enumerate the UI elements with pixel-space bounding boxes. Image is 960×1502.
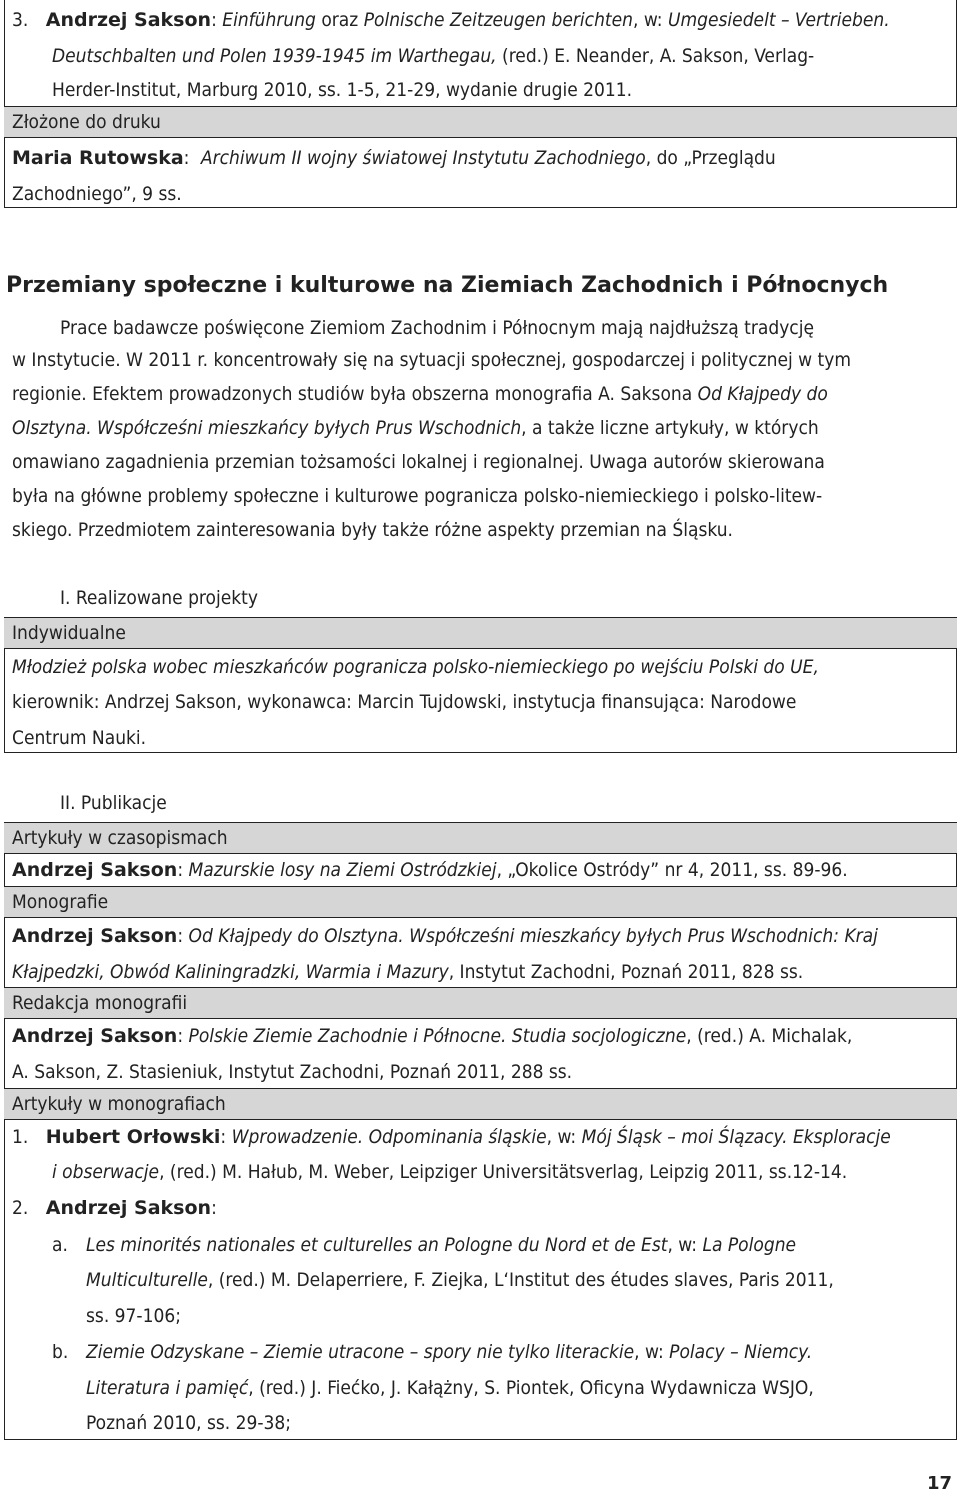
item2b-label: b. <box>52 1341 69 1363</box>
band-articles: Artykuły w czasopismach <box>4 822 957 854</box>
item2b-line1: Ziemie Odzyskane – Ziemie utracone – spory nie tylko literackie, w: Polacy – Niemcy. <box>86 1341 813 1363</box>
item2-line: 2. Andrzej Sakson: <box>12 1197 217 1219</box>
para-line2: w Instytucie. W 2011 r. koncentrowały się na sytuacji społecznej, gospodarczej i politycznej w tym <box>12 349 852 371</box>
project-line2: kierownik: Andrzej Sakson, wykonawca: Marcin Tujdowski, instytucja finansująca: Narodowe <box>12 691 797 713</box>
para-line1: Prace badawcze poświęcone Ziemiom Zachodnim i Północnym mają najdłuższą tradycję <box>60 317 814 339</box>
page-number: 17 <box>926 1473 952 1494</box>
item2b-line3: Poznań 2010, ss. 29-38; <box>86 1412 292 1434</box>
item1-line2: i obserwacje, (red.) M. Hałub, M. Weber, Leipziger Universitätsverlag, Leipzig 2011, ss.12-14. <box>52 1161 848 1183</box>
band-artmono: Artykuły w monografiach <box>4 1088 957 1120</box>
rutowska-line2: Zachodniego”, 9 ss. <box>12 183 182 205</box>
para-line6: była na główne problemy społeczne i kulturowe pogranicza polsko-niemieckiego i polsko-litew- <box>12 485 823 507</box>
band-indywidualne: Indywidualne <box>4 617 957 649</box>
projects-title: I. Realizowane projekty <box>60 587 258 609</box>
article-entry: Andrzej Sakson: Mazurskie losy na Ziemi Ostródzkiej, „Okolice Ostródy” nr 4, 2011, ss. 89-96. <box>12 859 848 881</box>
red-line1: Andrzej Sakson: Polskie Ziemie Zachodnie i Północne. Studia socjologiczne, (red.) A. Michalak, <box>12 1025 853 1047</box>
item2b-line2: Literatura i pamięć, (red.) J. Fiećko, J. Kałążny, S. Piontek, Oficyna Wydawnicza WSJO, <box>86 1377 814 1399</box>
pubs-title: II. Publikacje <box>60 792 167 814</box>
para-line7: skiego. Przedmiotem zainteresowania były także różne aspekty przemian na Śląsku. <box>12 519 733 541</box>
item3-line1: 3. Andrzej Sakson: Einführung oraz Polnische Zeitzeugen berichten, w: Umgesiedelt – Vertrieben. <box>12 9 890 31</box>
item2a-line3: ss. 97-106; <box>86 1305 181 1327</box>
para-line3: regionie. Efektem prowadzonych studiów była obszerna monografia A. Saksona Od Kłajpedy do <box>12 383 828 405</box>
rutowska-line1: Maria Rutowska: Archiwum II wojny światowej Instytutu Zachodniego, do „Przeglądu <box>12 147 776 169</box>
band-mono: Monografie <box>4 886 957 918</box>
item3-line2: Deutschbalten und Polen 1939-1945 im Warthegau, (red.) E. Neander, A. Sakson, Verlag- <box>52 45 815 67</box>
item3-line3: Herder-Institut, Marburg 2010, ss. 1-5, 21-29, wydanie drugie 2011. <box>52 79 633 101</box>
red-line2: A. Sakson, Z. Stasieniuk, Instytut Zachodni, Poznań 2011, 288 ss. <box>12 1061 573 1083</box>
section-heading: Przemiany społeczne i kulturowe na Ziemiach Zachodnich i Północnych <box>6 273 889 298</box>
para-line4: Olsztyna. Współcześni mieszkańcy byłych Prus Wschodnich, a także liczne artykuły, w których <box>12 417 819 439</box>
para-line5: omawiano zagadnienia przemian tożsamości lokalnej i regionalnej. Uwaga autorów skierowana <box>12 451 825 473</box>
band-zlozone <box>4 106 957 138</box>
item2a-line1: Les minorités nationales et culturelles an Pologne du Nord et de Est, w: La Pologne <box>86 1234 797 1256</box>
author-name: Andrzej Sakson <box>45 9 212 31</box>
item2a-line2: Multiculturelle, (red.) M. Delaperriere, F. Ziejka, L‘Institut des études slaves, Paris 2011, <box>86 1269 834 1291</box>
project-line1: Młodzież polska wobec mieszkańców pogranicza polsko-niemieckiego po wejściu Polski do UE, <box>12 656 819 678</box>
item1-line1: 1. Hubert Orłowski: Wprowadzenie. Odpominania śląskie, w: Mój Śląsk – moi Ślązacy. Eksploracje <box>12 1126 891 1148</box>
item2a-label: a. <box>52 1234 68 1256</box>
mono-line1: Andrzej Sakson: Od Kłajpedy do Olsztyna. Współcześni mieszkańcy byłych Prus Wschodnich: Kraj <box>12 925 878 947</box>
band-label: Złożone do druku <box>12 111 161 133</box>
project-line3: Centrum Nauki. <box>12 727 147 749</box>
band-redakcja: Redakcja monografii <box>4 987 957 1019</box>
mono-line2: Kłajpedzki, Obwód Kaliningradzki, Warmia i Mazury, Instytut Zachodni, Poznań 2011, 828 ss. <box>12 961 804 983</box>
